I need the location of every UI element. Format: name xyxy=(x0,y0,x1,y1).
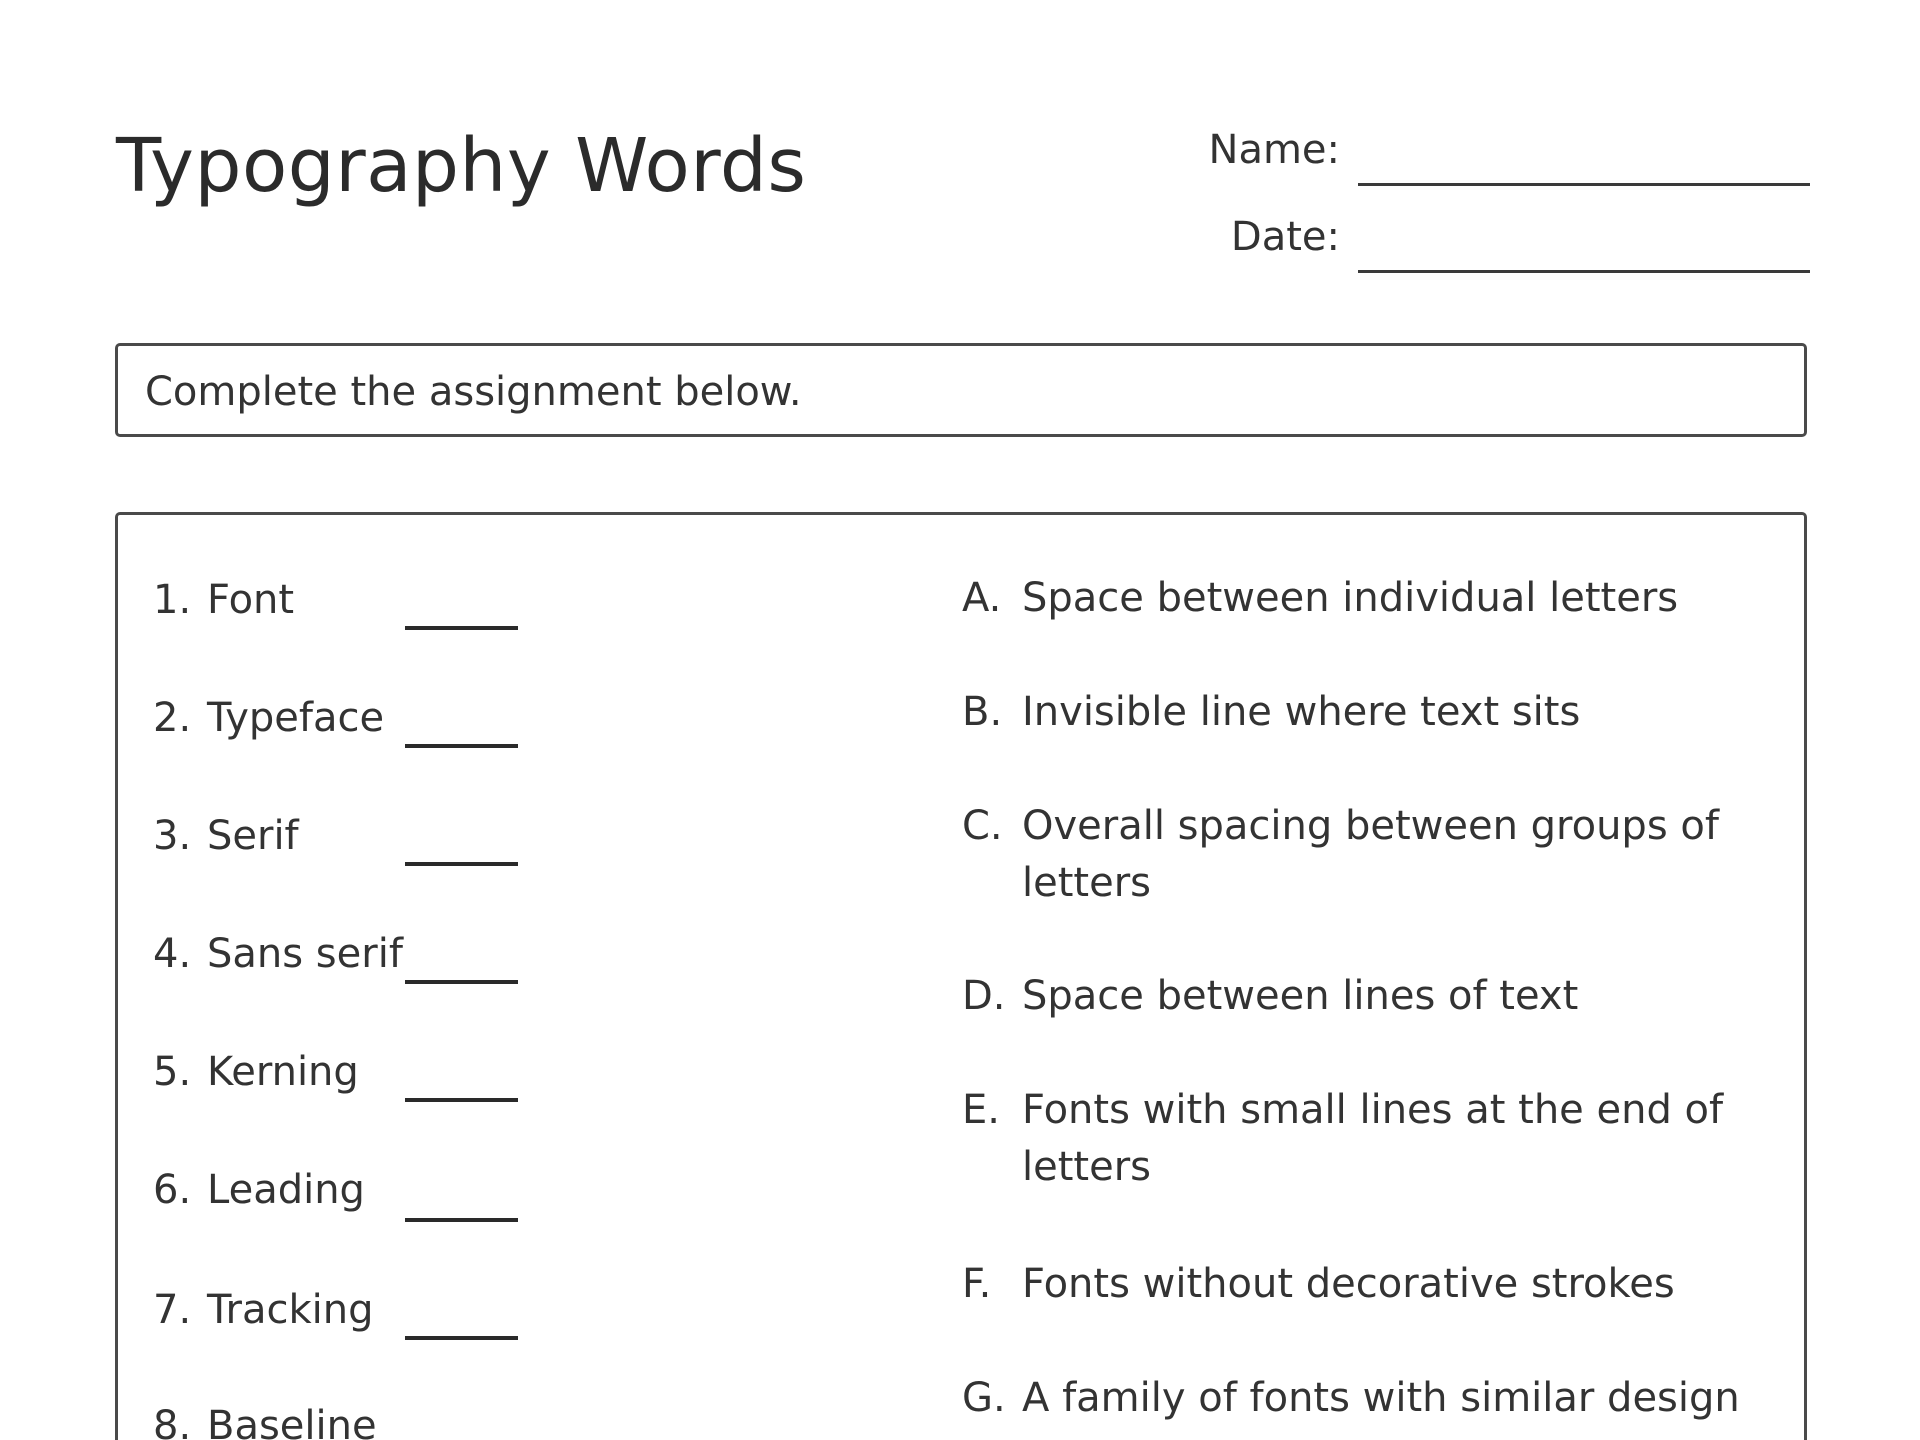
term-word: Font xyxy=(207,577,295,623)
instructions-box xyxy=(115,343,1807,437)
answer-blank[interactable] xyxy=(405,1336,518,1340)
instructions-text: Complete the assignment below. xyxy=(145,369,802,415)
definition-text: Invisible line where text sits xyxy=(1022,689,1581,735)
term-word: Tracking xyxy=(207,1287,374,1333)
term-item xyxy=(153,812,299,860)
term-word: Serif xyxy=(207,813,299,859)
definition-text: Fonts with small lines at the end of letters xyxy=(1022,1087,1724,1190)
definition-text: Space between individual letters xyxy=(1022,575,1679,621)
definition-text: Fonts without decorative strokes xyxy=(1022,1261,1675,1307)
term-number: 8. xyxy=(153,1403,192,1440)
definition-item xyxy=(962,570,1762,627)
definition-item xyxy=(962,968,1762,1025)
definition-item xyxy=(962,1370,1762,1427)
definition-text: Overall spacing between groups of letters xyxy=(1022,803,1719,906)
term-word: Typeface xyxy=(207,695,385,741)
definition-letter: G. xyxy=(962,1375,1006,1421)
term-number: 7. xyxy=(153,1287,192,1333)
definition-item xyxy=(962,798,1762,912)
term-word: Kerning xyxy=(207,1049,359,1095)
definition-item xyxy=(962,1256,1762,1313)
answer-blank[interactable] xyxy=(405,626,518,630)
definition-letter: A. xyxy=(962,575,1002,621)
term-item xyxy=(153,1286,374,1334)
term-item xyxy=(153,694,384,742)
name-field-line[interactable] xyxy=(1358,183,1810,186)
name-label: Name: xyxy=(1208,127,1340,173)
answer-blank[interactable] xyxy=(405,744,518,748)
term-item xyxy=(153,576,294,624)
term-item xyxy=(153,1048,359,1096)
term-number: 2. xyxy=(153,695,192,741)
definition-item xyxy=(962,684,1762,741)
definition-text: Space between lines of text xyxy=(1022,973,1579,1019)
term-number: 5. xyxy=(153,1049,192,1095)
definition-text: A family of fonts with similar design xyxy=(1022,1375,1740,1421)
definition-item xyxy=(962,1082,1762,1196)
term-number: 1. xyxy=(153,577,192,623)
term-word: Leading xyxy=(207,1167,365,1213)
definition-letter: D. xyxy=(962,973,1006,1019)
answer-blank[interactable] xyxy=(405,862,518,866)
term-number: 6. xyxy=(153,1167,192,1213)
term-word: Sans serif xyxy=(207,931,403,977)
date-field-line[interactable] xyxy=(1358,270,1810,273)
definition-letter: E. xyxy=(962,1087,1000,1133)
term-item xyxy=(153,1402,377,1440)
date-label: Date: xyxy=(1230,214,1340,260)
definition-letter: B. xyxy=(962,689,1003,735)
term-number: 3. xyxy=(153,813,192,859)
answer-blank[interactable] xyxy=(405,980,518,984)
term-number: 4. xyxy=(153,931,192,977)
definition-letter: F. xyxy=(962,1261,992,1307)
answer-blank[interactable] xyxy=(405,1218,518,1222)
answer-blank[interactable] xyxy=(405,1098,518,1102)
page-title: Typography Words xyxy=(116,123,807,209)
term-item xyxy=(153,930,403,978)
definition-letter: C. xyxy=(962,803,1003,849)
term-item xyxy=(153,1166,365,1214)
term-word: Baseline xyxy=(207,1403,377,1440)
